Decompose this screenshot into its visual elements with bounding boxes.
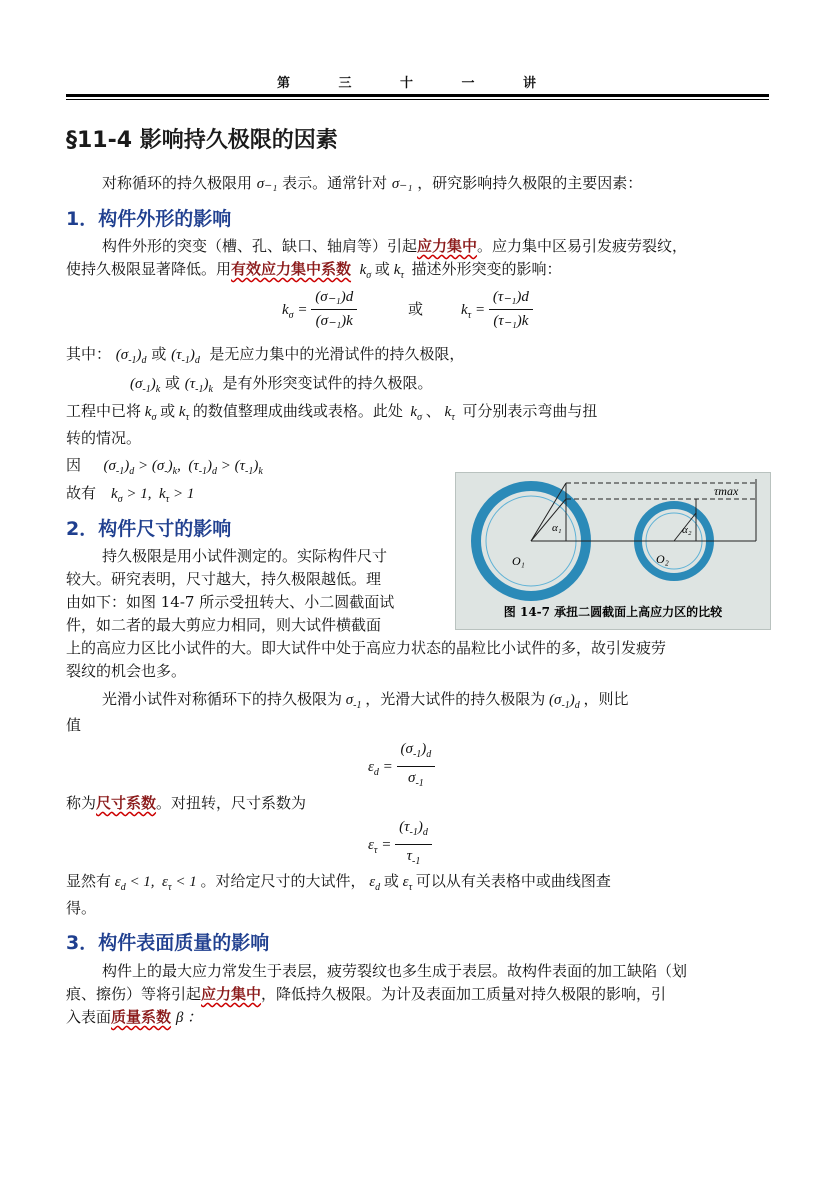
- formula-k-tau: $k_\tau$ = $\frac{\text{(τ₋₁)d}}{\text{(τ₋₁)k}}$: [461, 286, 533, 333]
- formula-k-sigma: $k_\sigma$ = $\frac{\text{(σ₋₁)d}}{\text{(σ₋₁)k}}$: [282, 286, 357, 333]
- tau-max-label: τmax: [714, 484, 739, 498]
- surface-line-3: 入表面质量系数 β ：: [66, 1008, 203, 1026]
- clearly-line-1: 显然有 $\varepsilon_d < 1$, $\varepsilon_\tau < 1$ 。对给定尺寸的大试件， $\varepsilon_d$ 或 $\varepsilon_\tau$ 可以从有关表格中或曲线图查: [66, 872, 611, 893]
- figure-14-7: [455, 472, 771, 630]
- para-shape-2: 使持久极限显著降低。用有效应力集中系数 $k_\sigma$ 或 $k_\tau$ 描述外形突变的影响：: [66, 260, 562, 281]
- alpha2-label: α₂: [682, 524, 692, 536]
- para-shape-1: 构件外形的突变（槽、孔、缺口、轴肩等）引起应力集中。应力集中区易引发疲劳裂纹，: [102, 237, 688, 255]
- page-header: 第 三 十 一 讲: [276, 76, 559, 91]
- because-line: 因 $(\sigma_{-1})_d > (\sigma_-)_k$, $(\tau_{-1})_d > (\tau_{-1})_k$: [66, 456, 263, 477]
- called-line: 称为尺寸系数。对扭转，尺寸系数为: [66, 794, 307, 812]
- header-rule-thin: [66, 99, 769, 100]
- where-line-2: $(\sigma_{-1})_k$ 或 $(\tau_{-1})_k$ 是有外形突变试件的持久极限。: [130, 374, 433, 395]
- o1-label: O₁: [512, 554, 525, 568]
- section-title: §11-4 影响持久极限的因素: [66, 128, 338, 153]
- size-line-4: 件，如二者的最大剪应力相同，则大试件横截面: [66, 616, 382, 634]
- heading-surface: 3．构件表面质量的影响: [66, 932, 270, 954]
- formula-or: 或: [408, 300, 424, 318]
- size-line-1: 持久极限是用小试件测定的。实际构件尺寸: [102, 547, 388, 565]
- where-line-1: 其中： $(\sigma_{-1})_d$ 或 $(\tau_{-1})_d$ 是无应力集中的光滑试件的持久极限，: [66, 345, 465, 366]
- heading-size: 2．构件尺寸的影响: [66, 518, 232, 540]
- size-line-3: 由如下：如图 14-7 所示受扭转大、小二圆截面试: [66, 593, 395, 611]
- intro-line: 对称循环的持久极限用 σ₋₁ 表示。通常针对 σ₋₁ ，研究影响持久极限的主要因素：: [102, 174, 643, 192]
- figure-caption: 图 14-7 承扭二圆截面上高应力区的比较: [503, 605, 723, 619]
- clearly-line-2: 得。: [66, 899, 97, 917]
- therefore-line: 故有 $k_\sigma > 1$, $k_\tau > 1$: [66, 484, 195, 505]
- formula-epsilon-d: $\varepsilon_d$ = $\frac{(\sigma_{-1})_d}{\sigma_{-1}}$: [368, 738, 435, 795]
- alpha1-label: α₁: [552, 522, 562, 534]
- heading-shape: 1．构件外形的影响: [66, 208, 232, 230]
- size-line-6: 裂纹的机会也多。: [66, 662, 187, 680]
- eng-line-1: 工程中已将 $k_\sigma$ 或 $k_\tau$ 的数值整理成曲线或表格。此处 $k_\sigma$ 、 $k_\tau$ 可分别表示弯曲与扭: [66, 402, 598, 423]
- value-word: 值: [66, 716, 82, 734]
- smooth-line: 光滑小试件对称循环下的持久极限为 $\sigma_{-1}$ ，光滑大试件的持久极限为 $(\sigma_{-1})_d$ ，则比: [102, 690, 629, 711]
- size-line-2: 较大。研究表明，尺寸越大，持久极限越低。理: [66, 570, 382, 588]
- o2-label: O₂: [656, 552, 669, 566]
- size-line-5: 上的高应力区比小试件的大。即大试件中处于高应力状态的晶粒比小试件的多，故引发疲劳: [66, 639, 667, 657]
- eng-line-2: 转的情况。: [66, 429, 142, 447]
- surface-line-2: 痕、擦伤）等将引起应力集中，降低持久极限。为计及表面加工质量对持久极限的影响，引: [66, 985, 667, 1003]
- surface-line-1: 构件上的最大应力常发生于表层，疲劳裂纹也多生成于表层。故构件表面的加工缺陷（划: [102, 962, 688, 980]
- formula-epsilon-tau: $\varepsilon_\tau$ = $\frac{(\tau_{-1})_d}{\tau_{-1}}$: [368, 816, 432, 873]
- header-rule: [66, 94, 769, 97]
